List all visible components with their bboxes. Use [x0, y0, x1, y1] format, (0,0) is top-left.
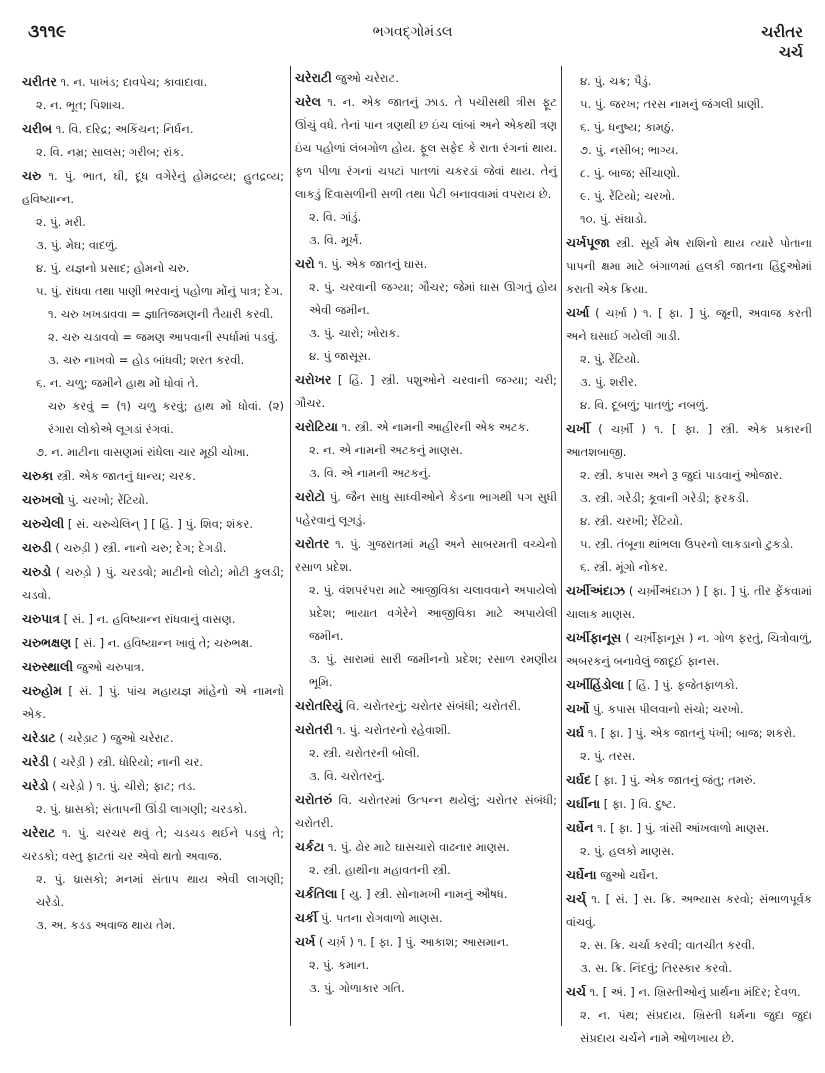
definition-text: ( ચર્ખ઼ ) ૧. [ ફા. ] પું. આકાશ; આસમાન.: [315, 935, 509, 949]
page-number: ૩૧૧૯: [28, 22, 67, 42]
headword: ચરીબ: [22, 121, 53, 136]
headword: ચરેલ: [295, 94, 321, 109]
idiom-line: [22, 303, 284, 326]
headword: ચરુ: [22, 168, 42, 183]
sense-line: [566, 70, 812, 93]
definition-text: ૭. પું. નસીબ; ભાગ્ય.: [580, 143, 679, 157]
definition-text: ૧. [ ફા. ] પું. એક જાતનું પંખી; બાજ; શકરો.: [584, 726, 796, 740]
sense-line: [566, 510, 812, 533]
definition-text: ૫. પું. જરખ; તરસ નામનું જંગલી પ્રાણી.: [580, 97, 764, 111]
sense-line: [566, 745, 812, 768]
definition-text: વિ. ચરોતરમાં ઉત્પન્ન થયેલું; ચરોતર સંબંધી; ચરોતરી.: [295, 793, 557, 830]
dictionary-entry: [566, 417, 812, 464]
dictionary-entry: [295, 788, 557, 835]
dictionary-entry: [566, 792, 812, 816]
definition-text: ૨. વિ. ગાંડું.: [309, 210, 362, 224]
headword: ચરેડો: [22, 778, 49, 793]
sense-line: [566, 348, 812, 371]
sense-line: [22, 211, 284, 234]
definition-text: ૩. વિ. ચરોતરનું.: [309, 769, 385, 783]
headword: ચરુખલો: [22, 492, 65, 507]
headword: ચરીતર: [22, 74, 57, 89]
guide-word-first: ચરીતર: [761, 23, 803, 41]
definition-text: ૨. ન. ભૂત; પિશાચ.: [36, 98, 125, 112]
sense-line: [566, 957, 812, 980]
definition-text: ૨. ચરુ ચડાવવો = જમણ આપવાની સ્પર્ધામાં પડવું.: [48, 330, 279, 344]
dictionary-entry: [566, 673, 812, 697]
sense-line: [295, 322, 557, 345]
headword: ચરુડો: [22, 564, 52, 579]
sense-line: [566, 162, 812, 185]
dictionary-entry: [22, 726, 284, 750]
dictionary-entry: [22, 607, 284, 631]
dictionary-entry: [22, 821, 284, 868]
definition-text: ૧. પું. ગુજરાતમાં મહી અને સાબરમતી વચ્ચેનો રસાળ પ્રદેશ.: [295, 537, 557, 574]
headword: ચર્ખી: [566, 421, 590, 436]
definition-text: ૩. અ. કડડ અવાજ થાય તેમ.: [36, 918, 176, 932]
dictionary-entry: [22, 536, 284, 560]
idiom-line: [22, 349, 284, 372]
definition-text: ૨. પું. મરી.: [36, 215, 86, 229]
dictionary-entry: [22, 464, 284, 488]
headword: ચર્ખ: [295, 934, 316, 949]
column-2: [290, 66, 562, 1026]
headword: ચરુભક્ષણ: [22, 635, 72, 650]
dictionary-entry: [566, 301, 812, 348]
definition-text: [ ફા. ] પું. એક જાતનું જંતુ; તમરું.: [591, 773, 757, 787]
idiom-line: [22, 326, 284, 349]
definition-text: ૪. પું. યજ્ઞનો પ્રસાદ; હોમનો ચરુ.: [36, 261, 190, 275]
column-1: [22, 70, 284, 1030]
definition-text: ૩. પું. સારામાં સારી જમીનનો પ્રદેશ; રસાળ રમણીય ભૂમિ.: [309, 652, 557, 689]
headword: ચરુહોમ: [22, 683, 63, 698]
headword: ચરેરાટી: [295, 70, 332, 85]
definition-text: ૨. વિ. નમ્ર; સાલસ; ગરીબ; રાંક.: [36, 145, 184, 159]
dictionary-entry: [566, 626, 812, 673]
dictionary-entry: [566, 231, 812, 301]
dictionary-entry: [566, 980, 812, 1004]
definition-text: જુઓ ચર્ઘેન.: [596, 868, 659, 882]
definition-text: ૫. પું. રાંધવા તથા પાણી ભરવાનું પહોળા મોંનું પાત્ર; દેગ.: [36, 284, 283, 298]
headword: ચર્ઘદ: [566, 772, 592, 787]
dictionary-entry: [566, 768, 812, 792]
definition-text: [ સં. ] પું. પાંચ મહાયજ્ઞ માંહેનો એ નામનો એક.: [22, 684, 284, 721]
headword: ચર્ઘેન: [566, 820, 594, 835]
definition-text: ૧. વિ. દરિદ્ર; અકિંચન; નિર્ધન.: [52, 122, 194, 136]
definition-text: ( ચરેડ઼ો ) ૧. પું. ચીરો; ફાટ; તડ.: [48, 779, 196, 793]
dictionary-entry: [295, 66, 557, 90]
sense-line: [566, 840, 812, 863]
definition-text: પું. પતના રોગવાળો માણસ.: [317, 911, 443, 925]
headword: ચર્ખો: [566, 701, 590, 716]
definition-text: ૧૦. પું. સંઘાડો.: [580, 212, 648, 226]
definition-text: ૨. પું. તરસ.: [580, 749, 636, 763]
sense-line: [566, 139, 812, 162]
dictionary-entry: [295, 694, 557, 718]
sense-line: [295, 954, 557, 977]
sense-line: [295, 345, 557, 368]
running-title: ભગવદ્ગોમંડલ: [372, 24, 453, 40]
headword: ચરુપાત્ર: [22, 611, 61, 626]
sense-line: [566, 208, 812, 231]
definition-text: સ્ત્રી. એક જાતનું ધાન્ય; ચરક.: [53, 469, 196, 483]
definition-text: ૧. પું. ચરચર થવું તે; ચડચડ થઈને પડવું તે; ચરડકો; વસ્તુ ફાટતાં ચર એવો થતો અવાજ.: [22, 826, 284, 863]
dictionary-entry: [22, 164, 284, 211]
headword: ચરુડી: [22, 540, 52, 555]
sense-line: [22, 441, 284, 464]
definition-text: ૨. સ્ત્રી. હાથીના મહાવતની સ્ત્રી.: [309, 863, 451, 877]
headword: ચર્ચ: [566, 984, 587, 999]
headword: ચરોટો: [295, 489, 325, 504]
sense-line: [22, 234, 284, 257]
sense-line: [22, 868, 284, 914]
sense-line: [566, 934, 812, 957]
headword: ચરો: [295, 256, 315, 271]
definition-text: ( ચર્ખ઼ી ) ૧. [ ફા. ] સ્ત્રી. એક પ્રકારની આતશબાજી.: [566, 422, 812, 459]
sense-line: [566, 487, 812, 510]
headword: ચર્ખપૂજા: [566, 235, 610, 250]
definition-text: ૮. પું. બાજ; સીંચાણો.: [580, 166, 681, 180]
definition-text: ( ચરેડ઼ી ) સ્ત્રી. ધોરિયો; નાની ચર.: [48, 755, 204, 769]
sense-line: [295, 579, 557, 648]
sense-line: [566, 185, 812, 208]
definition-text: ૨. ન. પંથ; સંપ્રદાય. ખ્રિસ્તી ધર્મના જુદા જુદા સંપ્રદાય ચર્ચને નામે ઓળખાય છે.: [580, 1008, 812, 1045]
headword: ચરોખર: [295, 372, 332, 387]
definition-text: ૨. સ્ત્રી. કપાસ અને રૂ જુદાં પાડવાનું ઓજાર.: [580, 468, 783, 482]
headword: ચર્ઘ: [566, 725, 585, 740]
definition-text: ૩. પું. ચારો; ખોરાક.: [309, 326, 400, 340]
sense-line: [566, 371, 812, 394]
dictionary-entry: [566, 816, 812, 840]
definition-text: વિ. ચરોતરનું; ચરોતર સંબંધી; ચરોતરી.: [342, 699, 521, 713]
definition-text: ૧. ચરુ ખખડાવવા = જ્ઞાતિજમણની તૈયારી કરવી.: [48, 307, 274, 321]
guide-word-last: ચર્ચ: [778, 43, 803, 61]
definition-text: ૨. પું. વંશપરંપરા માટે આજીવિકા ચલાવવાને અપાયેલો પ્રદેશ; ભાયાત વગેરેને આજીવિકા માટે અપાયેલી જમીન.: [309, 583, 557, 643]
sense-line: [22, 141, 284, 164]
dictionary-entry: [295, 532, 557, 579]
guide-words: [761, 22, 803, 62]
dictionary-entry: [22, 679, 284, 726]
headword: ચરોતરિયું: [295, 698, 343, 713]
dictionary-entry: [295, 368, 557, 415]
sense-line: [295, 276, 557, 322]
definition-text: ૨. સ્ત્રી. ચરોતરની બોલી.: [309, 746, 420, 760]
dictionary-entry: [22, 70, 284, 94]
headword: ચરોતરી: [295, 722, 333, 737]
dictionary-entry: [22, 750, 284, 774]
definition-text: ૯. પું. રેંટિયો; ચરખો.: [580, 189, 676, 203]
dictionary-entry: [566, 887, 812, 934]
definition-text: ૪. પું. ચક્ર; પૈડું.: [580, 74, 652, 88]
headword: ચર્કટા: [295, 839, 325, 854]
headword: ચર્કતિલા: [295, 886, 338, 901]
definition-text: ( ચર્ખ઼ીફાનૂસ ) ન. ગોળ ફરતું, ચિત્રોવાળું, અબરકનું બનાવેલું જાદૂઈ ફાનસ.: [566, 631, 812, 668]
definition-text: ( ચર્ખ઼ીઅંદાઝ ) [ ફા. ] પું. તીર ફેંકવામાં ચાલાક માણસ.: [566, 584, 812, 621]
dictionary-entry: [22, 512, 284, 536]
definition-text: જુઓ ચરેરાટ.: [331, 71, 399, 85]
definition-text: ચરુ કરવું = (૧) ચળુ કરવું; હાથ મોં ધોવાં. (૨) રંગારા લોકોએ લૂગડાં રંગવાં.: [48, 399, 284, 436]
definition-text: [ સં. ] ન. હવિષ્યાન્ન ખાવું તે; ચરુભક્ષ.: [71, 636, 253, 650]
definition-text: ૩. ચરુ નાખવો = હોડ બાંધવી; શરત કરવી.: [48, 353, 245, 367]
definition-text: ૬. ન. ચળુ; જમીને હાથ મોં ધોવાં તે.: [36, 376, 199, 390]
definition-text: ૨. પું. હલકો માણસ.: [580, 844, 675, 858]
dictionary-entry: [22, 560, 284, 607]
dictionary-entry: [295, 252, 557, 276]
sense-line: [295, 206, 557, 229]
sense-line: [295, 462, 557, 485]
dictionary-entry: [295, 835, 557, 859]
sense-line: [22, 372, 284, 395]
definition-text: ૨. પું. રેંટિયો.: [580, 352, 641, 366]
definition-text: ૧. [ ફા. ] પું. ત્રાંસી આંખવાળો માણસ.: [593, 821, 770, 835]
definition-text: ૨. સ. ક્રિ. ચર્ચા કરવી; વાતચીત કરવી.: [580, 938, 756, 952]
definition-text: [ સં. ચરુચેલિન્ ] [ હિં. ] પું. શિવ; શંકર.: [64, 517, 254, 531]
sense-line: [566, 394, 812, 417]
column-3: [566, 70, 812, 1045]
definition-text: ૨. પું. ચરવાની જગ્યા; ગૌચર; જેમાં ઘાસ ઊગતું હોય એવી જમીન.: [309, 280, 557, 317]
dictionary-entry: [295, 718, 557, 742]
sense-line: [22, 280, 284, 303]
sense-line: [566, 464, 812, 487]
dictionary-entry: [295, 906, 557, 930]
headword: ચર્ખીહિંડોલા: [566, 677, 625, 692]
headword: ચરોતરું: [295, 792, 333, 807]
sense-line: [22, 798, 284, 821]
definition-text: ( ચરેડ઼ાટ ) જુઓ ચરેરાટ.: [55, 731, 174, 745]
dictionary-entry: [566, 579, 812, 626]
headword: ચરુકા: [22, 468, 54, 483]
sense-line: [566, 556, 812, 579]
definition-text: ૨. પું. ધ્રાસકો; મનમાં સંતાપ થાય એવી લાગણી; ચરેડો.: [36, 872, 284, 909]
definition-text: ( ચરુડ઼ો ) પું. ચરડવો; માટીનો લોટો; મોટી કુલડી; ચડવો.: [22, 565, 284, 602]
definition-text: ૨. પું. કમાન.: [309, 958, 370, 972]
definition-text: ૩. સ્ત્રી. ગરેડી; કૂવાની ગરેડી; ફરકડી.: [580, 491, 749, 505]
dictionary-entry: [295, 90, 557, 206]
definition-text: ૩. પું. ગોળાકાર ગતિ.: [309, 981, 405, 995]
headword: ચર્ખીફાનૂસ: [566, 630, 622, 645]
definition-text: પું. ચરખો; રેંટિયો.: [64, 493, 149, 507]
headword: ચર્ચ્: [566, 891, 587, 906]
sense-line: [566, 1004, 812, 1050]
sense-line: [295, 977, 557, 1000]
definition-text: [ સં. ] ન. હવિષ્યાન્ન રાંધવાનું વાસણ.: [60, 612, 236, 626]
headword: ચરુસ્થાલી: [22, 659, 74, 674]
definition-text: ૧. ન. પાખંડ; દાવપેચ; કાવાદાવા.: [56, 75, 208, 89]
sense-line: [295, 439, 557, 462]
definition-text: ૬. સ્ત્રી. મૂંગો નોકર.: [580, 560, 668, 574]
definition-text: ૪. પું જાસૂસ.: [309, 349, 372, 363]
definition-text: પું. કપાસ પીલવાનો સંચો; ચરખો.: [589, 702, 744, 716]
dictionary-entry: [22, 631, 284, 655]
definition-text: ( ચર્ખ઼ા ) ૧. [ ફા. ] પું. જૂની, અવાજ કરતી અને ઘસાઈ ગયેલી ગાડી.: [566, 306, 812, 343]
headword: ચર્ખીઅંદાઝ: [566, 583, 626, 598]
definition-text: ૩. વિ. એ નામની અટકનું.: [309, 466, 432, 480]
sense-line: [22, 257, 284, 280]
sense-line: [295, 648, 557, 694]
dictionary-entry: [295, 415, 557, 439]
dictionary-entry: [22, 655, 284, 679]
definition-text: [ હિં. ] સ્ત્રી. પશુઓને ચરવાની જગ્યા; ચરી; ગૌચર.: [295, 373, 557, 410]
headword: ચરોટિયા: [295, 419, 338, 434]
definition-text: ૧. [ સં. ] સ. ક્રિ. અભ્યાસ કરવો; સંભાળપૂર્વક વાંચવું.: [566, 892, 812, 929]
definition-text: ૬. પું. ધનુષ્ય; કામઠું.: [580, 120, 675, 134]
sense-line: [295, 859, 557, 882]
definition-text: ૪. વિ. દૂબળું; પાતળું; નબળું.: [580, 398, 709, 412]
definition-text: ૧. પું. ઢોર માટે ઘાસચારો વાઢનાર માણસ.: [324, 840, 510, 854]
dictionary-entry: [22, 774, 284, 798]
definition-text: ૭. ન. માટીના વાસણમાં રાંધેલા ચાર મૂઠી ચોખા.: [36, 445, 250, 459]
headword: ચરોતર: [295, 536, 330, 551]
sense-line: [566, 116, 812, 139]
definition-text: પું. જૈન સાધુ સાધ્વીઓને કેડના ભાગથી પગ સુધી પહેરવાનું લૂગડું.: [295, 490, 557, 527]
definition-text: ૪. સ્ત્રી. ચરખી; રેંટિયો.: [580, 514, 683, 528]
definition-text: ૨. ન. એ નામની અટકનું માણસ.: [309, 443, 463, 457]
headword: ચરુચેલી: [22, 516, 65, 531]
definition-text: ૧. સ્ત્રી. એ નામની આહીરની એક અટક.: [338, 420, 530, 434]
headword: ચરેડાટ: [22, 730, 56, 745]
headword: ચર્ઘેના: [566, 867, 597, 882]
sense-line: [22, 914, 284, 937]
definition-text: [ હિં. ] પું. ફજેતફાળકો.: [624, 678, 739, 692]
dictionary-entry: [22, 117, 284, 141]
definition-text: ૧. [ અં. ] ન. ખ્રિસ્તીઓનું પ્રાર્થના મંદિર; દેવળ.: [586, 985, 801, 999]
sense-line: [22, 94, 284, 117]
headword: ચર્ઘીના: [566, 796, 601, 811]
definition-text: ૩. સ. ક્રિ. નિંદવું; તિરસ્કાર કરવો.: [580, 961, 733, 975]
definition-text: ૧. પું. ભાત, ઘી, દૂધ વગેરેનું હોમદ્રવ્ય; હુતદ્રવ્ય; હવિષ્યાન્ન.: [22, 169, 284, 206]
headword: ચરેડી: [22, 754, 49, 769]
sense-line: [295, 742, 557, 765]
definition-text: ૫. સ્ત્રી. તંબૂના થાંભલા ઉપરનો લાકડાનો ટુકડો.: [580, 537, 794, 551]
definition-text: ( ચરુડ઼ી ) સ્ત્રી. નાનો ચરુ; દેગ; દેગડી.: [51, 541, 227, 555]
definition-text: ૩. પું. મેઘ; વાદળું.: [36, 238, 118, 252]
definition-text: ૨. પું. ધ્રાસકો; સંતાપની ઊંડી લાગણી; ચરડકો.: [36, 802, 248, 816]
headword: ચર્કી: [295, 910, 318, 925]
sense-line: [566, 533, 812, 556]
headword: ચર્ખા: [566, 305, 590, 320]
definition-text: જુઓ ચરુપાત્ર.: [73, 660, 145, 674]
dictionary-entry: [22, 488, 284, 512]
definition-text: ૩. વિ. મૂર્ખ.: [309, 233, 363, 247]
dictionary-entry: [295, 930, 557, 954]
sense-line: [295, 229, 557, 252]
definition-text: [ યુ. ] સ્ત્રી. સોનામખી નામનું ઔષધ.: [337, 887, 508, 901]
definition-text: ૧. ન. એક જાતનું ઝાડ. તે પચીસથી ત્રીસ ફૂટ ઊંચું વધે. તેનાં પાન ત્રણથી છ ઇંચ લાંબાં અને એકથી ત્રણ ઇંચ પહોળાં લંબગોળ હોય. ફૂલ સફેદ કે રાતા રંગનાં થાય. ફળ પીળા રંગનાં ચપટાં પાતળાં ચકરડાં જેવાં થાય. તેનું લાકડું દિવાસળીની સળી તથા પેટી બનાવવામાં વપરાય છે.: [295, 95, 557, 201]
dictionary-entry: [295, 882, 557, 906]
definition-text: [ ફા. ] વિ. દુષ્ટ.: [600, 797, 677, 811]
dictionary-entry: [566, 721, 812, 745]
definition-text: સ્ત્રી. સૂર્ય મેષ રાશિનો થાય ત્યારે પોતાના પાપની ક્ષમા માટે બંગાળમાં હલકી જાતના હિંદુઓમાં કરાતી એક ક્રિયા.: [566, 236, 812, 296]
sense-line: [295, 765, 557, 788]
headword: ચરેરાટ: [22, 825, 56, 840]
definition-text: ૧. પું. એક જાતનું ઘાસ.: [314, 257, 428, 271]
dictionary-entry: [295, 485, 557, 532]
sense-line: [566, 93, 812, 116]
definition-text: ૩. પું. શરીર.: [580, 375, 638, 389]
dictionary-entry: [566, 863, 812, 887]
dictionary-entry: [566, 697, 812, 721]
definition-text: ૧. પું. ચરોતરનો રહેવાશી.: [332, 723, 451, 737]
idiom-line: [22, 395, 284, 441]
